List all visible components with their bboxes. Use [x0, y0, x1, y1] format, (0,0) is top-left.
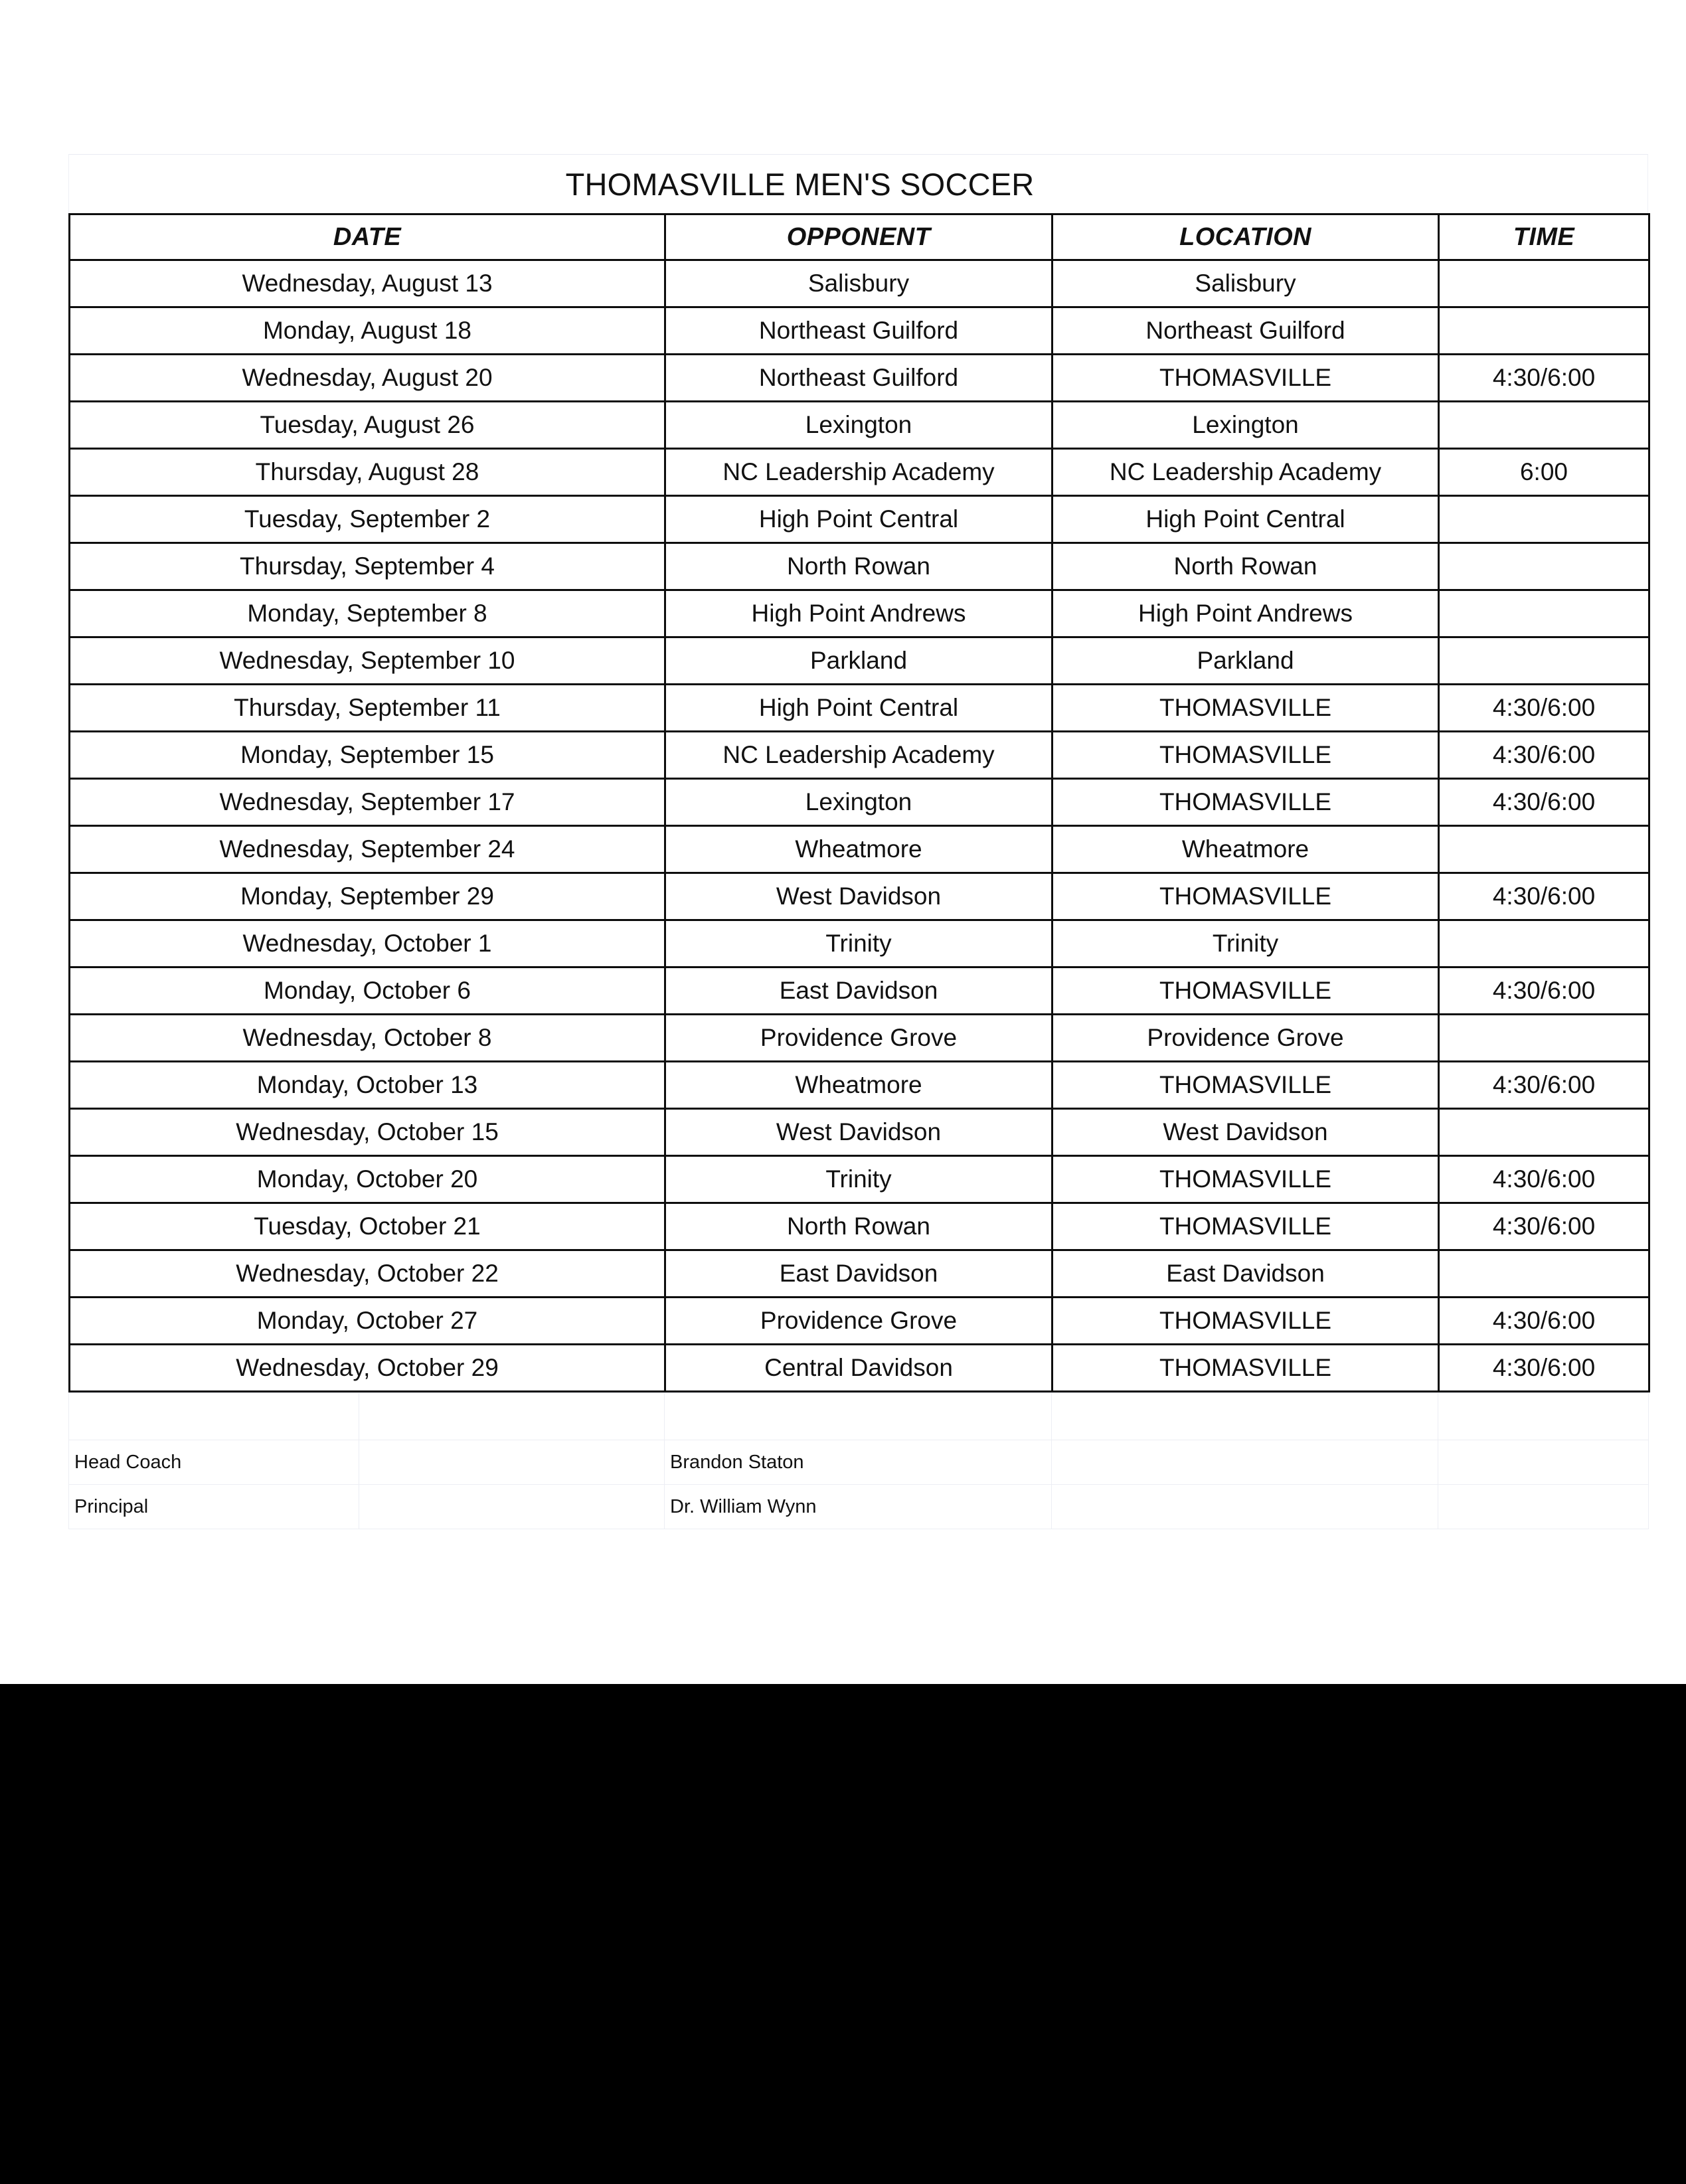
- table-row: [70, 1109, 1649, 1156]
- table-row: [70, 543, 1649, 590]
- cell-opponent: Providence Grove: [665, 1298, 1053, 1345]
- cell-time: 4:30/6:00: [1439, 355, 1649, 402]
- cell-opponent: Trinity: [665, 920, 1053, 967]
- cell-opponent: High Point Andrews: [665, 590, 1053, 637]
- signoff-empty-cell: [1052, 1440, 1438, 1485]
- signoff-label: Head Coach: [69, 1440, 359, 1485]
- table-row: [70, 637, 1649, 685]
- signoff-empty-cell: [1438, 1440, 1649, 1485]
- table-row: [70, 590, 1649, 637]
- cell-opponent: Lexington: [665, 402, 1053, 449]
- table-row: [70, 355, 1649, 402]
- table-row: [70, 1156, 1649, 1203]
- cell-location: Wheatmore: [1053, 826, 1439, 873]
- signoff-spacer-cell: [1052, 1393, 1438, 1440]
- signoff-row: [69, 1485, 1649, 1529]
- cell-location: North Rowan: [1053, 543, 1439, 590]
- cell-time: 4:30/6:00: [1439, 967, 1649, 1015]
- signoff-value: Brandon Staton: [665, 1440, 1052, 1485]
- scanner-black-margin: [0, 1684, 1686, 2184]
- cell-location: High Point Andrews: [1053, 590, 1439, 637]
- table-row: [70, 779, 1649, 826]
- cell-time: [1439, 543, 1649, 590]
- cell-time: 4:30/6:00: [1439, 1156, 1649, 1203]
- table-row: [70, 260, 1649, 307]
- signoff-pad-cell: [359, 1485, 665, 1529]
- table-row: [70, 920, 1649, 967]
- column-header-time: TIME: [1439, 214, 1649, 260]
- cell-date: Wednesday, September 10: [70, 637, 665, 685]
- table-row: [70, 732, 1649, 779]
- cell-date: Monday, October 20: [70, 1156, 665, 1203]
- cell-opponent: Lexington: [665, 779, 1053, 826]
- table-row: [70, 402, 1649, 449]
- cell-date: Thursday, August 28: [70, 449, 665, 496]
- cell-time: [1439, 920, 1649, 967]
- cell-time: 4:30/6:00: [1439, 732, 1649, 779]
- table-header-row: [70, 214, 1649, 260]
- cell-time: 4:30/6:00: [1439, 1203, 1649, 1250]
- cell-time: 4:30/6:00: [1439, 1062, 1649, 1109]
- cell-opponent: West Davidson: [665, 873, 1053, 920]
- cell-location: Lexington: [1053, 402, 1439, 449]
- cell-opponent: High Point Central: [665, 496, 1053, 543]
- signoff-spacer-cell: [1438, 1393, 1649, 1440]
- cell-date: Wednesday, October 15: [70, 1109, 665, 1156]
- signoff-spacer-row: [69, 1393, 1649, 1440]
- cell-time: 4:30/6:00: [1439, 873, 1649, 920]
- cell-opponent: East Davidson: [665, 967, 1053, 1015]
- cell-date: Monday, October 27: [70, 1298, 665, 1345]
- cell-opponent: Wheatmore: [665, 1062, 1053, 1109]
- cell-time: 4:30/6:00: [1439, 779, 1649, 826]
- cell-opponent: Parkland: [665, 637, 1053, 685]
- cell-date: Monday, September 8: [70, 590, 665, 637]
- page-title: THOMASVILLE MEN'S SOCCER: [565, 166, 1035, 202]
- cell-opponent: East Davidson: [665, 1250, 1053, 1298]
- cell-location: West Davidson: [1053, 1109, 1439, 1156]
- cell-date: Monday, October 6: [70, 967, 665, 1015]
- cell-time: [1439, 402, 1649, 449]
- cell-time: [1439, 1015, 1649, 1062]
- schedule-table: [68, 213, 1650, 1392]
- cell-opponent: Northeast Guilford: [665, 355, 1053, 402]
- cell-date: Wednesday, October 8: [70, 1015, 665, 1062]
- signoff-table: [68, 1392, 1649, 1529]
- cell-date: Monday, September 15: [70, 732, 665, 779]
- cell-location: THOMASVILLE: [1053, 732, 1439, 779]
- cell-time: [1439, 826, 1649, 873]
- cell-date: Tuesday, August 26: [70, 402, 665, 449]
- column-header-location: LOCATION: [1053, 214, 1439, 260]
- cell-location: THOMASVILLE: [1053, 779, 1439, 826]
- table-row: [70, 1298, 1649, 1345]
- cell-location: Northeast Guilford: [1053, 307, 1439, 355]
- document-title-band: [68, 154, 1648, 213]
- cell-time: [1439, 1250, 1649, 1298]
- cell-date: Wednesday, October 29: [70, 1345, 665, 1392]
- cell-opponent: NC Leadership Academy: [665, 732, 1053, 779]
- cell-opponent: North Rowan: [665, 1203, 1053, 1250]
- table-row: [70, 967, 1649, 1015]
- cell-date: Monday, August 18: [70, 307, 665, 355]
- cell-date: Tuesday, September 2: [70, 496, 665, 543]
- cell-opponent: High Point Central: [665, 685, 1053, 732]
- cell-location: THOMASVILLE: [1053, 1203, 1439, 1250]
- cell-location: THOMASVILLE: [1053, 685, 1439, 732]
- cell-time: 4:30/6:00: [1439, 685, 1649, 732]
- cell-opponent: Central Davidson: [665, 1345, 1053, 1392]
- cell-time: [1439, 637, 1649, 685]
- table-row: [70, 496, 1649, 543]
- cell-opponent: NC Leadership Academy: [665, 449, 1053, 496]
- cell-location: Parkland: [1053, 637, 1439, 685]
- signoff-empty-cell: [1438, 1485, 1649, 1529]
- cell-date: Monday, September 29: [70, 873, 665, 920]
- table-row: [70, 1203, 1649, 1250]
- signoff-pad-cell: [359, 1440, 665, 1485]
- cell-location: Providence Grove: [1053, 1015, 1439, 1062]
- cell-time: 4:30/6:00: [1439, 1345, 1649, 1392]
- cell-time: [1439, 1109, 1649, 1156]
- cell-time: [1439, 590, 1649, 637]
- cell-date: Wednesday, October 1: [70, 920, 665, 967]
- cell-location: High Point Central: [1053, 496, 1439, 543]
- cell-location: NC Leadership Academy: [1053, 449, 1439, 496]
- cell-location: Trinity: [1053, 920, 1439, 967]
- cell-opponent: North Rowan: [665, 543, 1053, 590]
- cell-location: East Davidson: [1053, 1250, 1439, 1298]
- table-row: [70, 826, 1649, 873]
- cell-date: Thursday, September 11: [70, 685, 665, 732]
- cell-opponent: Wheatmore: [665, 826, 1053, 873]
- cell-time: [1439, 496, 1649, 543]
- signoff-spacer-cell: [359, 1393, 665, 1440]
- table-row: [70, 873, 1649, 920]
- cell-opponent: Salisbury: [665, 260, 1053, 307]
- cell-location: THOMASVILLE: [1053, 1156, 1439, 1203]
- cell-date: Wednesday, September 17: [70, 779, 665, 826]
- table-row: [70, 1250, 1649, 1298]
- cell-date: Thursday, September 4: [70, 543, 665, 590]
- cell-location: THOMASVILLE: [1053, 873, 1439, 920]
- cell-location: THOMASVILLE: [1053, 355, 1439, 402]
- cell-time: [1439, 260, 1649, 307]
- table-row: [70, 1015, 1649, 1062]
- column-header-opponent: OPPONENT: [665, 214, 1053, 260]
- signoff-spacer-cell: [69, 1393, 359, 1440]
- cell-date: Wednesday, August 13: [70, 260, 665, 307]
- column-header-date: DATE: [70, 214, 665, 260]
- table-row: [70, 307, 1649, 355]
- schedule-block: [68, 154, 1648, 1529]
- cell-date: Wednesday, October 22: [70, 1250, 665, 1298]
- signoff-row: [69, 1440, 1649, 1485]
- cell-time: 4:30/6:00: [1439, 1298, 1649, 1345]
- cell-opponent: Providence Grove: [665, 1015, 1053, 1062]
- signoff-label: Principal: [69, 1485, 359, 1529]
- cell-location: THOMASVILLE: [1053, 967, 1439, 1015]
- cell-opponent: West Davidson: [665, 1109, 1053, 1156]
- signoff-value: Dr. William Wynn: [665, 1485, 1052, 1529]
- cell-date: Tuesday, October 21: [70, 1203, 665, 1250]
- signoff-empty-cell: [1052, 1485, 1438, 1529]
- cell-opponent: Northeast Guilford: [665, 307, 1053, 355]
- cell-opponent: Trinity: [665, 1156, 1053, 1203]
- cell-location: THOMASVILLE: [1053, 1345, 1439, 1392]
- cell-location: THOMASVILLE: [1053, 1298, 1439, 1345]
- cell-location: THOMASVILLE: [1053, 1062, 1439, 1109]
- cell-date: Monday, October 13: [70, 1062, 665, 1109]
- cell-time: 6:00: [1439, 449, 1649, 496]
- cell-date: Wednesday, September 24: [70, 826, 665, 873]
- table-row: [70, 1062, 1649, 1109]
- table-row: [70, 449, 1649, 496]
- cell-location: Salisbury: [1053, 260, 1439, 307]
- table-row: [70, 1345, 1649, 1392]
- cell-time: [1439, 307, 1649, 355]
- signoff-spacer-cell: [665, 1393, 1052, 1440]
- table-row: [70, 685, 1649, 732]
- cell-date: Wednesday, August 20: [70, 355, 665, 402]
